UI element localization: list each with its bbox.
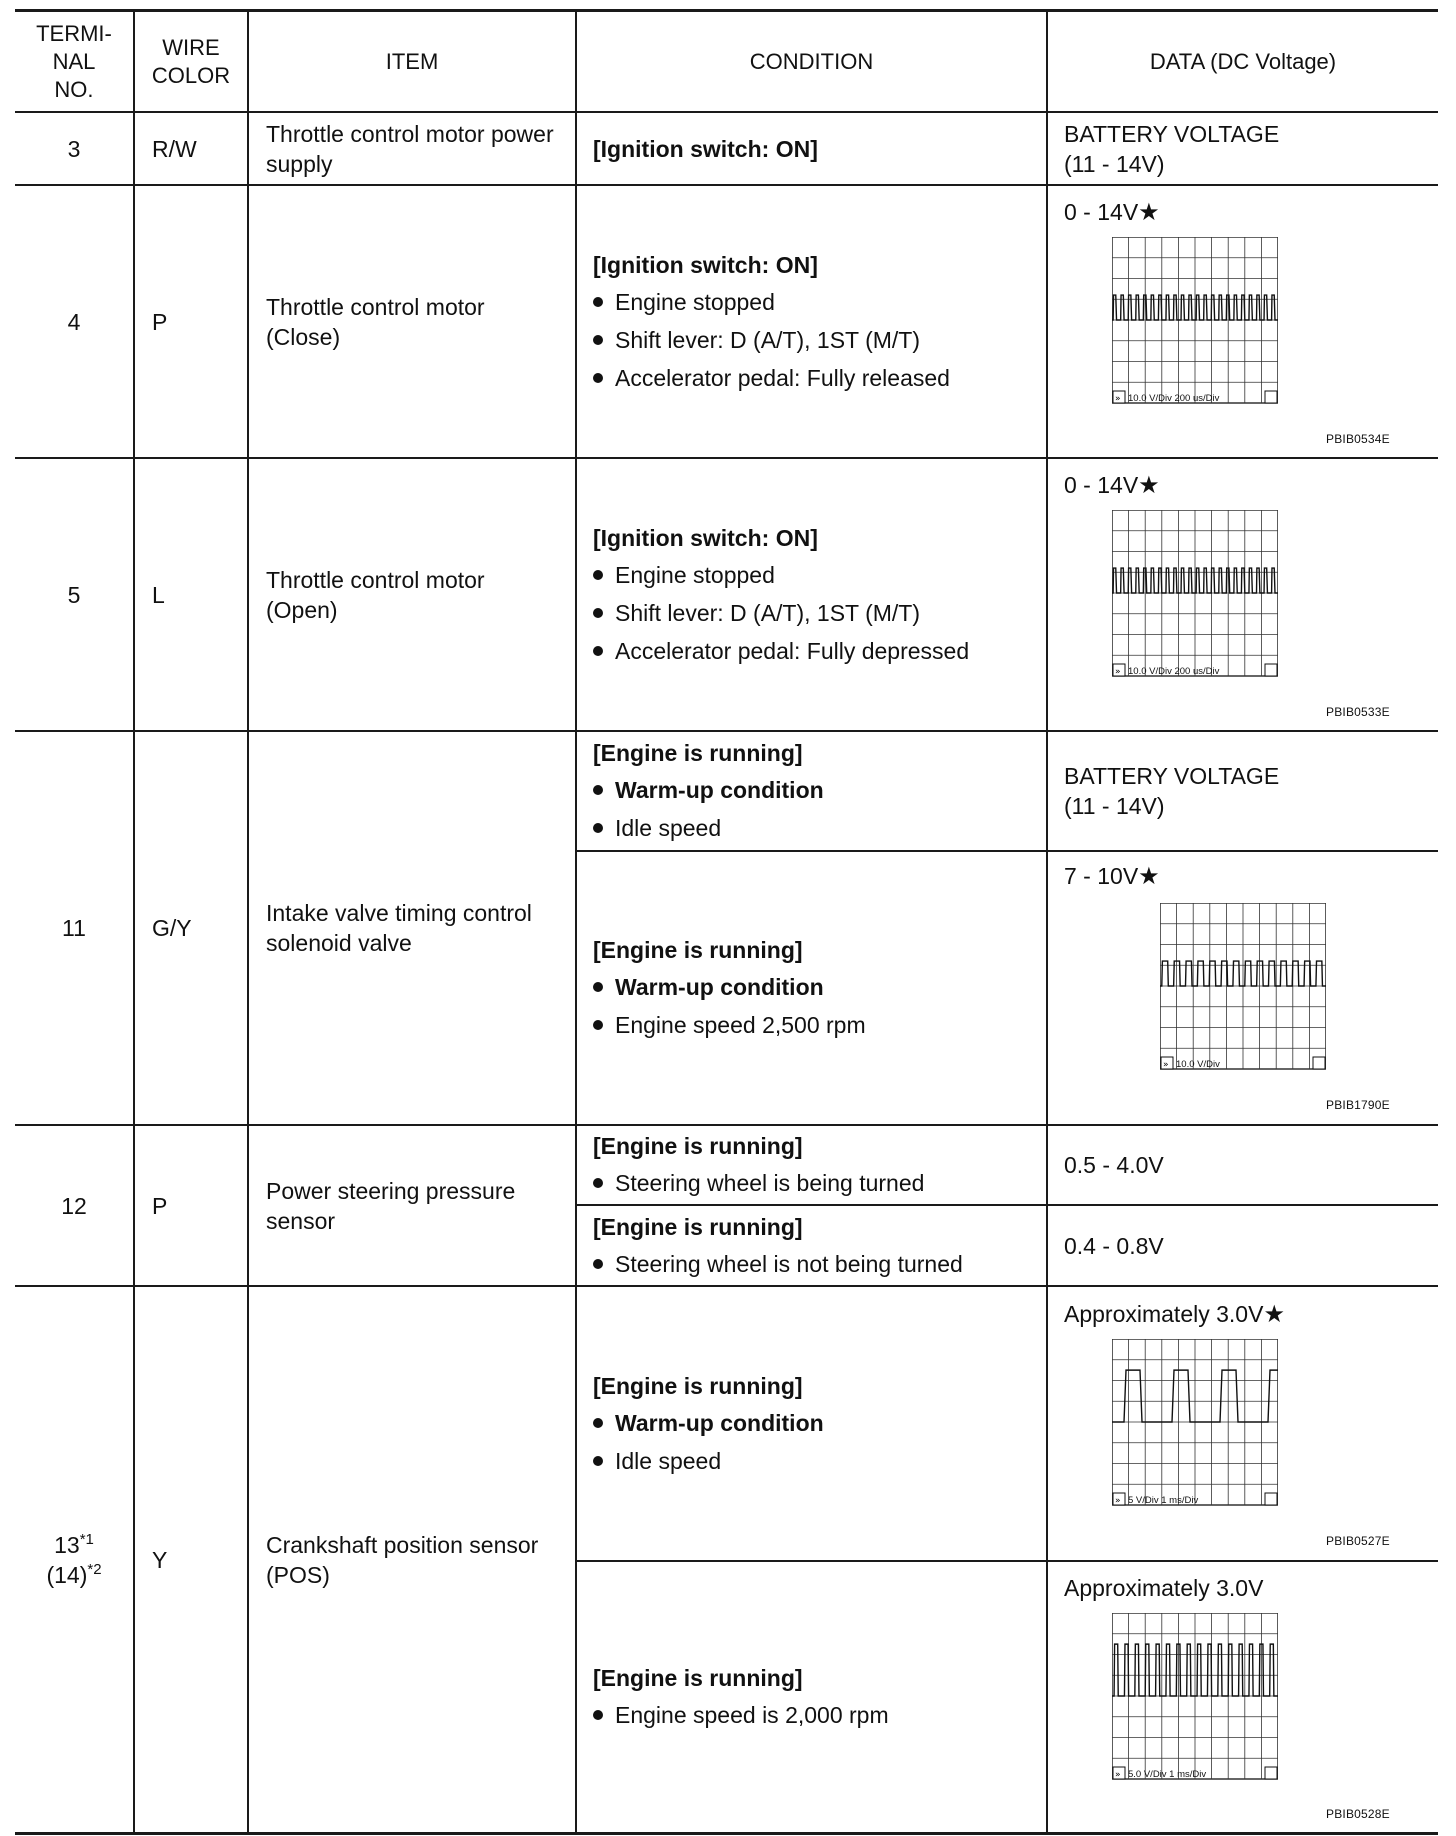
voltage-text: 0 - 14V: [1064, 199, 1139, 225]
scope-scale-label: 10.0 V/Div: [1176, 1059, 1220, 1070]
item-text: [249, 1287, 575, 1832]
star-icon: ★: [1263, 1301, 1285, 1328]
wire-color: L: [152, 581, 165, 608]
oscilloscope-waveform: [1112, 510, 1278, 692]
terminal-no: 5: [67, 581, 81, 608]
condition-bullet: [593, 1696, 1046, 1734]
figure-code: PBIB0533E: [1326, 705, 1390, 719]
rule-bottom: [15, 1832, 1438, 1835]
voltage-text: Approximately 3.0V: [1064, 1301, 1264, 1327]
data-value: 0.4 - 0.8V: [1064, 1232, 1164, 1259]
condition-bullet: [593, 1404, 1046, 1442]
scope-trigger-box: [1265, 1767, 1277, 1779]
condition-bullet: [593, 968, 1046, 1006]
terminal-no: [15, 1287, 133, 1832]
bullet-icon: [593, 373, 603, 383]
voltage-label: [1064, 198, 1160, 227]
voltage-text: 7 - 10V: [1064, 863, 1139, 889]
terminal-no: 4: [67, 308, 81, 335]
header-terminal-line2: NAL: [52, 48, 96, 74]
scope-trigger-box: [1265, 391, 1277, 403]
item-text: [249, 186, 575, 457]
voltage-label: [1064, 862, 1160, 891]
condition: [577, 459, 1046, 730]
item-text: [249, 113, 575, 184]
bullet-text: Accelerator pedal: Fully released: [615, 364, 950, 391]
bullet-icon: [593, 335, 603, 345]
range-arrow-icon: »: [1115, 667, 1121, 677]
col-rule-4: [1046, 10, 1048, 1834]
bullet-text: Steering wheel is being turned: [615, 1170, 925, 1196]
condition: [577, 732, 1046, 850]
condition: [577, 186, 1046, 457]
voltage-text: 0 - 14V: [1064, 472, 1139, 498]
condition-title: [Engine is running]: [593, 1372, 803, 1399]
item-line: Throttle control motor: [266, 566, 485, 593]
condition-bullet: [593, 809, 1046, 847]
item-line: Crankshaft position sensor: [266, 1531, 539, 1558]
data-value: 0.5 - 4.0V: [1064, 1152, 1164, 1178]
header-wire-color: [135, 12, 247, 111]
wire-color: Y: [152, 1546, 168, 1573]
figure-code: PBIB0528E: [1326, 1807, 1390, 1821]
scope-scale-label: 10.0 V/Div 200 us/Div: [1128, 393, 1220, 404]
condition: [577, 1562, 1046, 1832]
figure-code: PBIB1790E: [1326, 1098, 1390, 1112]
terminal-no: 12: [61, 1192, 87, 1219]
condition: [577, 1206, 1046, 1285]
item-line: Intake valve timing control: [266, 900, 532, 926]
range-arrow-icon: »: [1115, 1496, 1121, 1506]
oscilloscope-waveform: [1160, 903, 1326, 1085]
voltage-label: [1064, 1300, 1285, 1329]
bullet-text: Steering wheel is not being turned: [615, 1250, 963, 1277]
wire-color: R/W: [152, 135, 197, 162]
oscilloscope-waveform: [1112, 1613, 1278, 1795]
condition-bullet: [593, 359, 1046, 397]
item-line: (Open): [266, 596, 338, 623]
bullet-icon: [593, 785, 603, 795]
bullet-text: Shift lever: D (A/T), 1ST (M/T): [615, 599, 920, 626]
item-line: Power steering pressure: [266, 1177, 516, 1204]
header-wire-line1: WIRE: [162, 34, 220, 60]
header-condition: CONDITION: [749, 48, 874, 74]
item-text: [249, 1126, 575, 1285]
bullet-text: Idle speed: [615, 1447, 722, 1474]
condition-bullet: [593, 556, 1046, 594]
range-arrow-icon: »: [1163, 1060, 1169, 1070]
voltage-text: Approximately 3.0V: [1064, 1575, 1264, 1601]
condition-bullet: [593, 771, 1046, 809]
bullet-icon: [593, 823, 603, 833]
bullet-text: Engine stopped: [615, 561, 775, 588]
condition-bullet: [593, 1164, 1046, 1202]
item-line: Throttle control motor power: [266, 120, 554, 147]
header-terminal-line3: NO.: [54, 76, 94, 102]
data-line: (11 - 14V): [1064, 793, 1165, 819]
bullet-icon: [593, 1020, 603, 1030]
condition-title: [Engine is running]: [593, 937, 803, 963]
data-value: [1048, 732, 1438, 850]
condition: [577, 113, 1046, 184]
item-line: (Close): [266, 323, 341, 350]
voltage-label: [1064, 471, 1160, 500]
wire-color: P: [152, 1192, 168, 1219]
condition-bullet: [593, 1442, 1046, 1480]
wire-color: G/Y: [152, 915, 192, 941]
bullet-icon: [593, 608, 603, 618]
bullet-text: Idle speed: [615, 815, 722, 841]
bullet-text: Engine speed 2,500 rpm: [615, 1012, 866, 1038]
condition-bullet: [593, 594, 1046, 632]
scope-trigger-box: [1265, 664, 1277, 676]
condition-title: [Ignition switch: ON]: [593, 135, 818, 162]
figure-code: PBIB0534E: [1326, 432, 1390, 446]
data-line: BATTERY VOLTAGE: [1064, 763, 1280, 789]
bullet-icon: [593, 1418, 603, 1428]
item-line: solenoid valve: [266, 930, 412, 956]
bullet-text: Accelerator pedal: Fully depressed: [615, 637, 970, 664]
terminal-primary: 13: [54, 1531, 80, 1558]
item-text: [249, 732, 575, 1124]
bullet-text: Warm-up condition: [615, 777, 824, 803]
header-terminal-line1: TERMI-: [36, 20, 112, 46]
oscilloscope-waveform: [1112, 237, 1278, 419]
scope-trigger-box: [1265, 1493, 1277, 1505]
data-line: BATTERY VOLTAGE: [1064, 120, 1280, 147]
footnote-mark: *2: [87, 1560, 102, 1578]
condition-title: [Engine is running]: [593, 1133, 803, 1159]
terminal-no: 11: [62, 915, 86, 941]
footnote-mark: *1: [79, 1530, 94, 1548]
bullet-text: Warm-up condition: [615, 1409, 824, 1436]
condition: [577, 1126, 1046, 1204]
bullet-text: Engine stopped: [615, 288, 775, 315]
condition-title: [Engine is running]: [593, 740, 803, 766]
terminal-no: 3: [67, 135, 81, 162]
bullet-icon: [593, 1178, 603, 1188]
header-terminal: [15, 12, 133, 111]
item-line: supply: [266, 150, 333, 177]
scope-scale-label: 5 V/Div 1 ms/Div: [1128, 1495, 1199, 1506]
bullet-text: Warm-up condition: [615, 974, 824, 1000]
wire-color: P: [152, 308, 168, 335]
data-value: [1048, 113, 1438, 184]
condition: [577, 1287, 1046, 1560]
item-line: Throttle control motor: [266, 293, 485, 320]
scope-scale-label: 10.0 V/Div 200 us/Div: [1128, 666, 1220, 677]
scope-trigger-box: [1313, 1057, 1325, 1069]
condition-title: [Engine is running]: [593, 1665, 803, 1691]
bullet-icon: [593, 1710, 603, 1720]
condition-bullet: [593, 321, 1046, 359]
bullet-icon: [593, 1456, 603, 1466]
condition-title: [Ignition switch: ON]: [593, 524, 818, 551]
bullet-icon: [593, 646, 603, 656]
header-item: ITEM: [385, 48, 439, 74]
star-icon: ★: [1138, 472, 1160, 499]
item-text: [249, 459, 575, 730]
bullet-icon: [593, 1259, 603, 1269]
bullet-text: Shift lever: D (A/T), 1ST (M/T): [615, 326, 920, 353]
condition-title: [Engine is running]: [593, 1213, 803, 1240]
figure-code: PBIB0527E: [1326, 1534, 1390, 1548]
condition-bullet: [593, 1006, 1046, 1044]
condition-bullet: [593, 1245, 1046, 1283]
oscilloscope-waveform: [1112, 1339, 1278, 1521]
condition-bullet: [593, 283, 1046, 321]
header-data: DATA (DC Voltage): [1149, 48, 1337, 74]
bullet-text: Engine speed is 2,000 rpm: [615, 1702, 889, 1728]
bullet-icon: [593, 297, 603, 307]
range-arrow-icon: »: [1115, 1770, 1121, 1780]
header-wire-line2: COLOR: [151, 62, 231, 88]
scope-scale-label: 5.0 V/Div 1 ms/Div: [1128, 1769, 1207, 1780]
condition-title: [Ignition switch: ON]: [593, 251, 818, 278]
condition-bullet: [593, 632, 1046, 670]
condition: [577, 852, 1046, 1124]
item-line: (POS): [266, 1561, 330, 1588]
bullet-icon: [593, 982, 603, 992]
range-arrow-icon: »: [1115, 394, 1121, 404]
voltage-label: [1064, 1574, 1263, 1602]
star-icon: ★: [1138, 199, 1160, 226]
bullet-icon: [593, 570, 603, 580]
item-line: sensor: [266, 1207, 336, 1234]
data-line: (11 - 14V): [1064, 150, 1165, 177]
star-icon: ★: [1138, 863, 1160, 890]
terminal-secondary: (14): [46, 1561, 88, 1588]
